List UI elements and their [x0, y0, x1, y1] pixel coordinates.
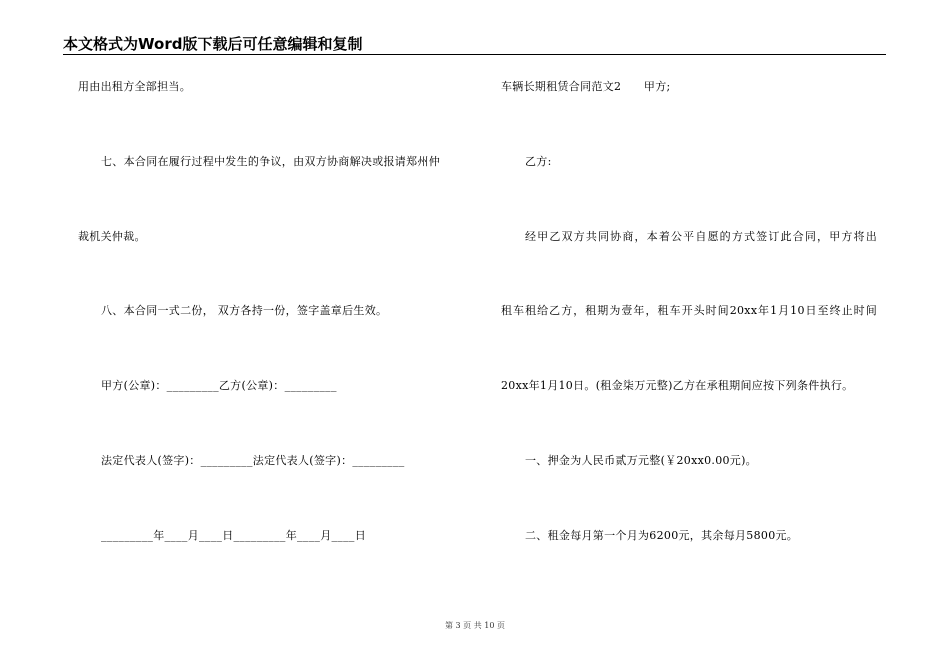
right-line-6: 一、押金为人民币贰万元整(￥20xx0.00元)。 — [525, 454, 757, 467]
left-line-3: 裁机关仲裁。 — [78, 230, 146, 243]
right-line-4: 租车租给乙方，租期为壹年，租车开头时间20xx年1月10日至终止时间 — [501, 304, 877, 317]
right-line-3: 经甲乙双方共同协商，本着公平自愿的方式签订此合同，甲方将出 — [525, 230, 877, 243]
left-line-4: 八、本合同一式二份， 双方各持一份，签字盖章后生效。 — [101, 304, 388, 317]
right-line-5: 20xx年1月10日。(租金柒万元整)乙方在承租期间应按下列条件执行。 — [501, 379, 854, 392]
left-line-7: _________年____月____日_________年____月____日 — [101, 529, 366, 542]
left-line-1: 用由出租方全部担当。 — [78, 80, 191, 93]
right-line-2: 乙方: — [525, 155, 552, 168]
page-number-footer: 第 3 页 共 10 页 — [445, 621, 505, 630]
left-line-5: 甲方(公章)：_________乙方(公章)：_________ — [101, 379, 337, 392]
left-line-6: 法定代表人(签字)：_________法定代表人(签字)：_________ — [101, 454, 405, 467]
left-line-2: 七、本合同在履行过程中发生的争议，由双方协商解决或报请郑州仲 — [101, 155, 440, 168]
right-line-1: 车辆长期租赁合同范文2 甲方; — [501, 80, 671, 93]
document-header-title: 本文格式为Word版下载后可任意编辑和复制 — [63, 35, 363, 53]
right-line-7: 二、租金每月第一个月为6200元，其余每月5800元。 — [525, 529, 799, 542]
header-divider — [63, 54, 886, 55]
